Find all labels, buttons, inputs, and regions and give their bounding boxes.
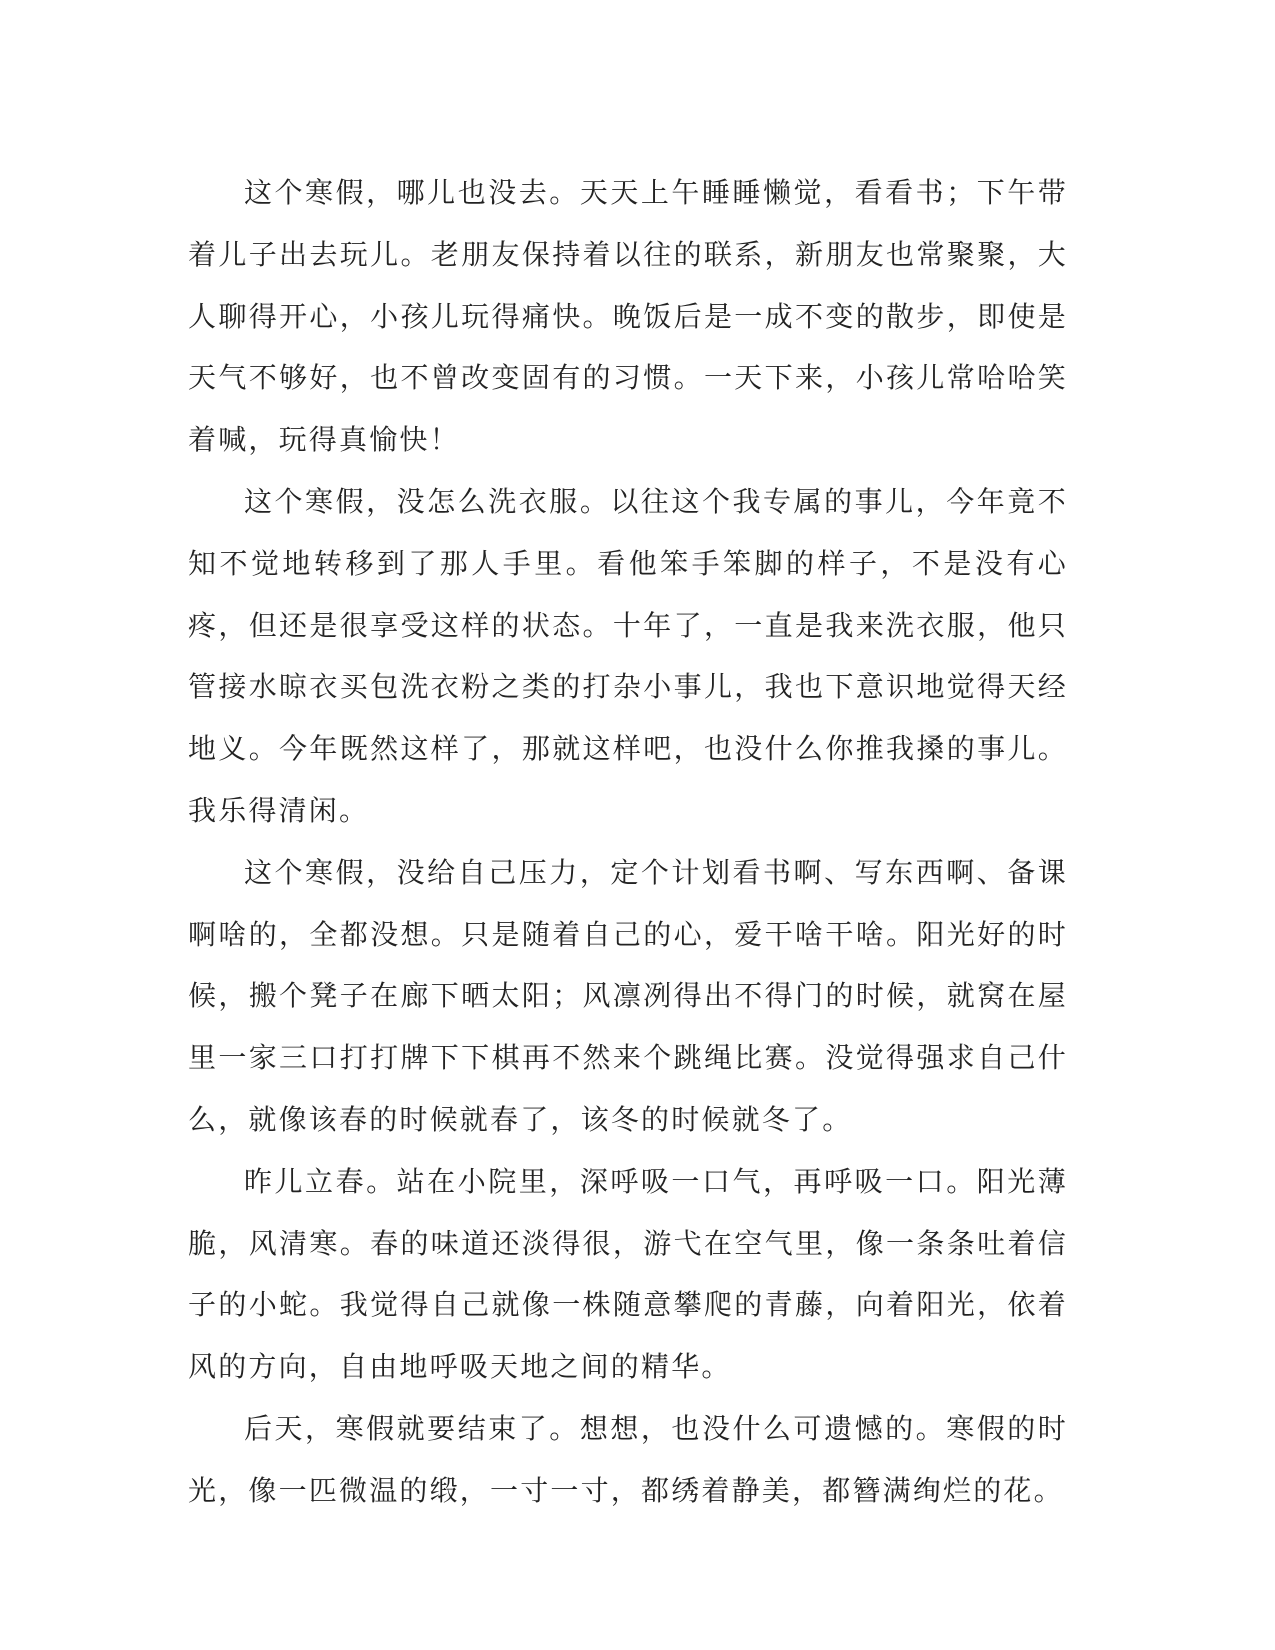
document-body	[188, 162, 1068, 1522]
paragraph-5: 后天，寒假就要结束了。想想，也没什么可遗憾的。寒假的时光，像一匹微温的缎，一寸一寸，都绣着静美，都簪满绚烂的花。	[188, 1411, 1068, 1507]
paragraph-4: 昨儿立春。站在小院里，深呼吸一口气，再呼吸一口。阳光薄脆，风清寒。春的味道还淡得很，游弋在空气里，像一条条吐着信子的小蛇。我觉得自己就像一株随意攀爬的青藤，向着阳光，依着风的方向，自由地呼吸天地之间的精华。	[188, 1164, 1068, 1384]
paragraph-1: 这个寒假，哪儿也没去。天天上午睡睡懒觉，看看书；下午带着儿子出去玩儿。老朋友保持着以往的联系，新朋友也常聚聚，大人聊得开心，小孩儿玩得痛快。晚饭后是一成不变的散步，即使是天气不够好，也不曾改变固有的习惯。一天下来，小孩儿常哈哈笑着喊，玩得真愉快！	[188, 176, 1068, 457]
paragraph-3: 这个寒假，没给自己压力，定个计划看书啊、写东西啊、备课啊啥的，全都没想。只是随着自己的心，爱干啥干啥。阳光好的时候，搬个凳子在廊下晒太阳；风凛冽得出不得门的时候，就窝在屋里一家三口打打牌下下棋再不然来个跳绳比赛。没觉得强求自己什么，就像该春的时候就春了，该冬的时候就冬了。	[188, 855, 1068, 1136]
paragraph-2: 这个寒假，没怎么洗衣服。以往这个我专属的事儿，今年竟不知不觉地转移到了那人手里。看他笨手笨脚的样子，不是没有心疼，但还是很享受这样的状态。十年了，一直是我来洗衣服，他只管接水晾衣买包洗衣粉之类的打杂小事儿，我也下意识地觉得天经地义。今年既然这样了，那就这样吧，也没什么你推我搡的事儿。我乐得清闲。	[188, 484, 1068, 827]
